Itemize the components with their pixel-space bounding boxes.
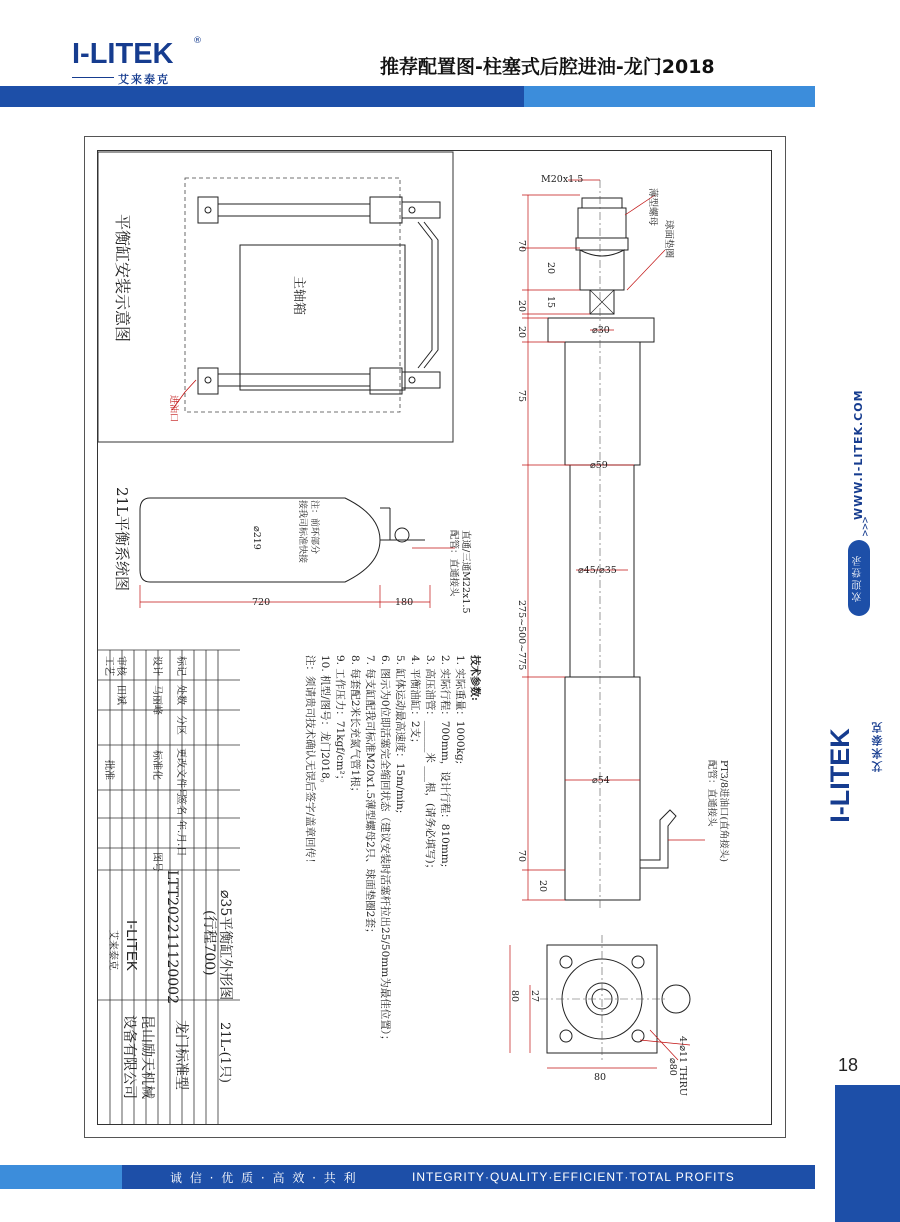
note-line: 2. 实际行程：700mm，设计行程：810mm; <box>439 655 451 868</box>
dim-20-d: 20 <box>537 880 548 893</box>
dim-d80: ⌀80 <box>667 1058 678 1076</box>
side-logo-subtitle: 艾来泰克 <box>871 720 884 772</box>
tb-row-mark: 标记 <box>175 656 186 676</box>
tb-checker: 田斌 <box>115 685 126 705</box>
oil-inlet-label-left: 进油口 <box>168 395 178 423</box>
dia-30: ⌀30 <box>592 325 610 336</box>
thin-nut-label: 薄型螺母 <box>647 188 658 227</box>
notes-heading: 技术参数: <box>469 655 481 701</box>
tb-weight-label: 图号 <box>151 852 162 872</box>
page-number: 18 <box>838 1055 859 1075</box>
brand-logo: I-LITEK <box>72 38 174 70</box>
note-line: 4. 平衡油缸：2支； <box>409 655 421 749</box>
note-line: 5. 缸体运动最高速度：15m/min; <box>394 655 406 814</box>
tb-approve: 批准 <box>103 760 114 780</box>
tank-diameter: ⌀219 <box>251 526 262 550</box>
dim-75: 75 <box>516 390 527 403</box>
tb-brand: I-LITEK <box>123 920 140 971</box>
dim-20-c: 20 <box>516 326 527 339</box>
port-label-1: PT3/8进油口(直角接头) <box>718 760 729 862</box>
dia-45-35: ⌀45/⌀35 <box>578 565 617 576</box>
tb-company: 昆山励天机械 <box>139 1015 155 1099</box>
tb-row-check: 审核 <box>115 656 126 676</box>
registered-mark: ® <box>193 36 202 46</box>
install-title: 平衡缸安装示意图 <box>113 214 132 343</box>
tb-designer: 马丽峰 <box>151 685 162 715</box>
cylinder-side-view <box>540 180 690 1060</box>
dim-80-bottom: 80 <box>594 1072 607 1083</box>
dia-54: ⌀54 <box>592 775 610 786</box>
dim-20-a: 20 <box>545 262 556 275</box>
technical-notes <box>302 655 482 1125</box>
tb-standard: 标准化 <box>151 750 162 780</box>
dim-20-b: 20 <box>516 300 527 313</box>
system-title: 21L平衡系统图 <box>113 487 131 592</box>
welcome-login-button[interactable]: 欢迎登录 <box>848 540 870 616</box>
dim-holes: 4-⌀11 THRU <box>677 1036 688 1096</box>
dim-80-side: 80 <box>509 990 520 1003</box>
tb-col-count: 处数 <box>175 685 186 705</box>
dim-stroke: 275~500~775 <box>516 600 527 671</box>
page-title: 推荐配置图-柱塞式后腔进油-龙门2018 <box>380 56 715 78</box>
pipe-label-1: 直通/三通M22x1.5 <box>460 530 471 614</box>
note-line: 3. 高压油管：______米 ___根，(请务必填写)； <box>424 655 436 875</box>
note-line: 9. 工作压力：71kgf/cm²； <box>334 655 346 786</box>
spindle-box-label: 主轴箱 <box>291 276 306 316</box>
tb-brand-sub: 艾来泰克 <box>107 930 118 970</box>
tank-length-2: 180 <box>395 597 414 608</box>
tb-col-date: 年.月.日 <box>175 820 186 857</box>
tb-standard-type: 龙门标准型 <box>173 1020 189 1090</box>
tb-drawing-name-2: (行程700) <box>201 910 217 976</box>
website-url[interactable]: WWW.I-LITEK.COM <box>852 389 865 520</box>
tb-model: 21L-(1只) <box>217 1022 232 1083</box>
tank-note-2: 接我司标准快接 <box>297 500 307 564</box>
note-line: 7. 每支缸配我司标准M20x1.5薄型螺母2只、球面垫圈2套； <box>364 655 376 939</box>
dim-70-top: 70 <box>516 240 527 253</box>
tb-drawing-no: LTT202211120002 <box>164 870 180 1004</box>
tb-drawing-name: ⌀35平衡缸外形图 <box>217 890 233 1001</box>
note-line: 1. 实际重量：1000kg; <box>454 655 466 765</box>
tb-row-process: 工艺 <box>103 656 114 676</box>
note-line: 6. 图示为0位即活塞完全缩回状态（建议安装时活塞杆拉出25/50mm为最佳位置）； <box>379 655 391 1046</box>
note-footnote: 注：须请贵司技术确认无误后签字/盖章回传！ <box>304 655 316 869</box>
brand-logo-subtitle: 艾来泰克 <box>118 73 170 86</box>
thread-label: M20x1.5 <box>541 174 584 185</box>
tb-col-change: 更改文件号 <box>175 748 186 798</box>
side-logo-text: I-LITEK <box>824 728 855 823</box>
port-label-2: 配管：直通接头 <box>706 760 717 827</box>
arrow-icon: >>> <box>858 516 872 537</box>
dia-59: ⌀59 <box>590 460 608 471</box>
note-line: 10. 机型/图号：龙门2018。 <box>319 655 331 790</box>
dim-70-bottom: 70 <box>516 850 527 863</box>
tank-note-1: 注：前环部分 <box>309 500 319 555</box>
dim-27: 27 <box>529 990 540 1003</box>
note-line: 8. 每套配2米长充氮气管1根； <box>349 655 361 798</box>
dim-15: 15 <box>545 296 556 309</box>
ball-washer-label: 球面垫圈 <box>663 220 674 259</box>
tb-company-2: 设备有限公司 <box>121 1015 137 1099</box>
pipe-label-2: 配管：直通接头 <box>448 530 459 597</box>
footer-slogan-cn: 诚 信 · 优 质 · 高 效 · 共 利 <box>170 1171 358 1185</box>
footer-slogan-en: INTEGRITY·QUALITY·EFFICIENT·TOTAL PROFITS <box>412 1170 735 1184</box>
tank-length: 720 <box>252 597 271 608</box>
tb-col-zone: 分区 <box>175 715 186 735</box>
tb-col-sign: 签名 <box>175 795 186 815</box>
tb-row-design: 设计 <box>151 656 162 676</box>
